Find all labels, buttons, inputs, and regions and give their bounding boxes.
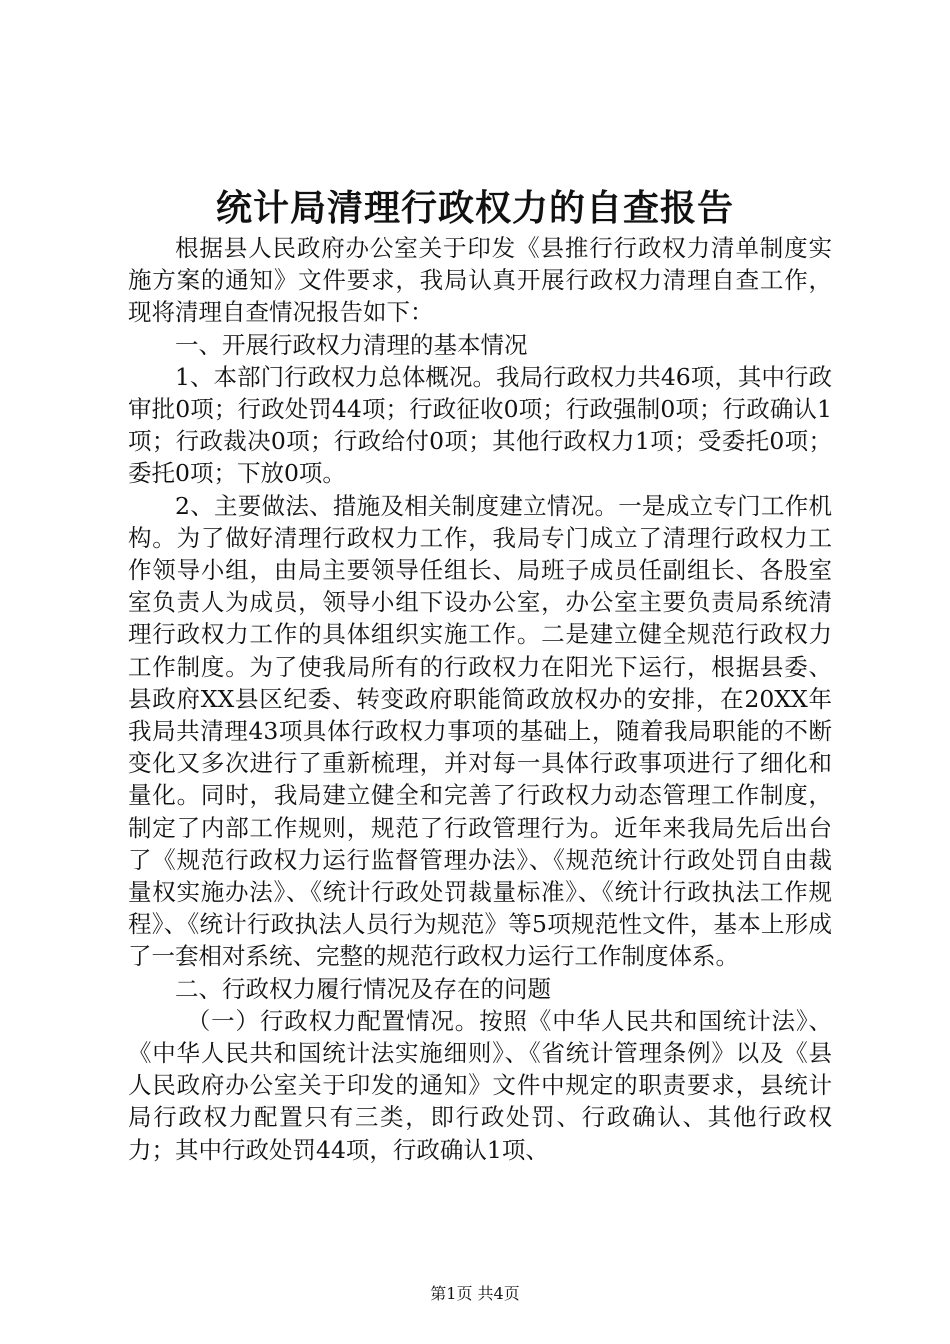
page-footer: 第1页 共4页 — [430, 1284, 520, 1303]
paragraph-intro: 根据县人民政府办公室关于印发《县推行行政权力清单制度实施方案的通知》文件要求，我局认真开展行政权力清理自查工作，现将清理自查情况报告如下： — [128, 234, 832, 327]
paragraph-measures: 2、主要做法、措施及相关制度建立情况。一是成立专门工作机构。为了做好清理行政权力工作，我局专门成立了清理行政权力工作领导小组，由局主要领导任组长、局班子成员任副组长、各股室室负责人为成员，领导小组下设办公室，办公室主要负责局系统清理行政权力工作的具体组织实施工作。二是建立健全规范行政权力工作制度。为了使我局所有的行政权力在阳光下运行，根据县委、县政府XX县区纪委、转变政府职能简政放权办的安排，在20XX年我局共清理43项具体行政权力事项的基础上，随着我局职能的不断变化又多次进行了重新梳理，并对每一具体行政事项进行了细化和量化。同时，我局建立健全和完善了行政权力动态管理工作制度，制定了内部工作规则，规范了行政管理行为。近年来我局先后出台了《规范行政权力运行监督管理办法》、《规范统计行政处罚自由裁量权实施办法》、《统计行政处罚裁量标准》、《统计行政执法工作规程》、《统计行政执法人员行为规范》等5项规范性文件，基本上形成了一套相对系统、完整的规范行政权力运行工作制度体系。 — [128, 491, 832, 971]
paragraph-power-allocation: （一）行政权力配置情况。按照《中华人民共和国统计法》、《中华人民共和国统计法实施细则》、《省统计管理条例》以及《县人民政府办公室关于印发的通知》文件中规定的职责要求，县统计局行政权力配置只有三类，即行政处罚、行政确认、其他行政权力；其中行政处罚44项，行政确认1项、 — [128, 1006, 832, 1164]
document-body — [128, 232, 832, 1166]
paragraph-overview: 1、本部门行政权力总体概况。我局行政权力共46项，其中行政审批0项；行政处罚44项；行政征收0项；行政强制0项；行政确认1项；行政裁决0项；行政给付0项；其他行政权力1项；受委托0项；委托0项；下放0项。 — [128, 362, 832, 488]
document-title: 统计局清理行政权力的自查报告 — [215, 187, 734, 229]
section-heading-2: 二、行政权力履行情况及存在的问题 — [175, 974, 551, 1003]
section-heading-1: 一、开展行政权力清理的基本情况 — [175, 330, 528, 359]
